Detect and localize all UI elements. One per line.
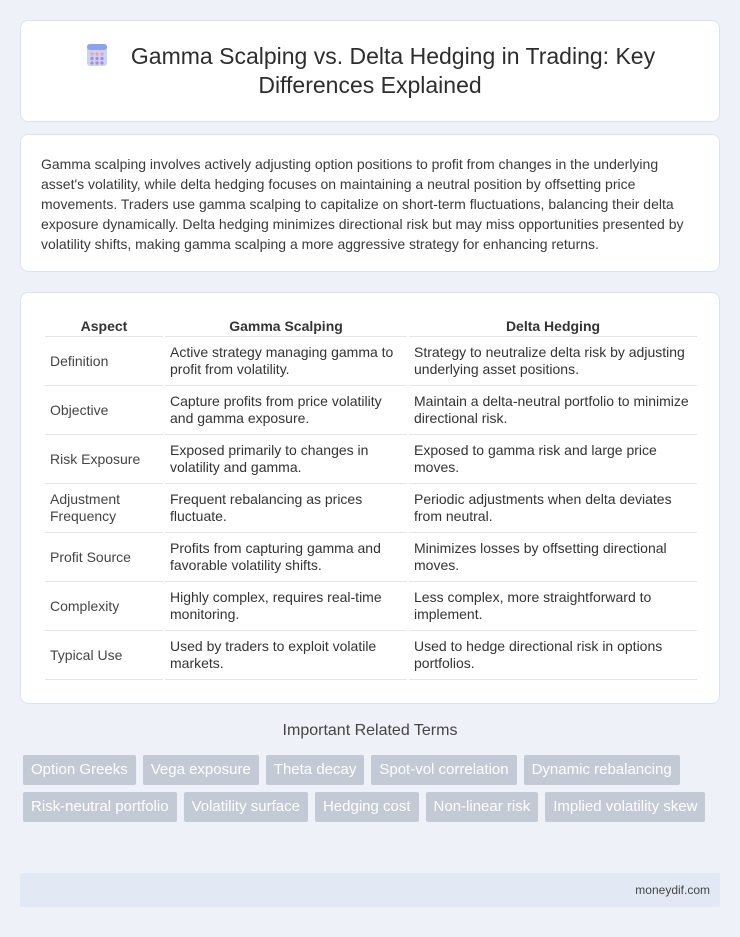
calculator-icon: [85, 43, 109, 67]
related-term-tag[interactable]: Dynamic rebalancing: [524, 755, 680, 785]
cell-gamma: Highly complex, requires real-time monitoring.: [165, 582, 407, 631]
table-row: [45, 631, 697, 680]
table-header-row: [45, 313, 697, 337]
cell-delta: Used to hedge directional risk in options portfolios.: [409, 631, 697, 680]
cell-aspect: Definition: [45, 337, 163, 386]
related-term-tag[interactable]: Option Greeks: [23, 755, 136, 785]
table-row: [45, 386, 697, 435]
table-row: [45, 435, 697, 484]
cell-aspect: Risk Exposure: [45, 435, 163, 484]
page-title-text: Gamma Scalping vs. Delta Hedging in Trading: Key Differences Explained: [130, 43, 656, 98]
comparison-table-card: [20, 292, 720, 704]
cell-delta: Periodic adjustments when delta deviates from neutral.: [409, 484, 697, 533]
cell-aspect: Complexity: [45, 582, 163, 631]
table-row: [45, 484, 697, 533]
related-term-tag[interactable]: Vega exposure: [143, 755, 259, 785]
cell-delta: Strategy to neutralize delta risk by adjusting underlying asset positions.: [409, 337, 697, 386]
summary-text: Gamma scalping involves actively adjusting option positions to profit from changes in the underlying asset's volatility, while delta hedging focuses on maintaining a neutral position by offsetting price movements. Traders use gamma scalping to capitalize on short-term fluctuations, balancing their delta exposure dynamically. Delta hedging minimizes directional risk but may miss opportunities presented by volatility shifts, making gamma scalping a more aggressive strategy for enhancing returns.: [41, 156, 684, 252]
cell-delta: Maintain a delta-neutral portfolio to minimize directional risk.: [409, 386, 697, 435]
cell-delta: Less complex, more straightforward to implement.: [409, 582, 697, 631]
header-delta-hedging: Delta Hedging: [409, 313, 697, 337]
cell-gamma: Used by traders to exploit volatile markets.: [165, 631, 407, 680]
cell-aspect: Adjustment Frequency: [45, 484, 163, 533]
cell-gamma: Profits from capturing gamma and favorable volatility shifts.: [165, 533, 407, 582]
cell-aspect: Objective: [45, 386, 163, 435]
cell-gamma: Exposed primarily to changes in volatility and gamma.: [165, 435, 407, 484]
cell-aspect: Typical Use: [45, 631, 163, 680]
table-row: [45, 582, 697, 631]
cell-aspect: Profit Source: [45, 533, 163, 582]
footer: [20, 873, 720, 907]
related-term-tag[interactable]: Non-linear risk: [426, 792, 539, 822]
cell-gamma: Capture profits from price volatility and gamma exposure.: [165, 386, 407, 435]
summary-card: [20, 134, 720, 272]
page-title: [61, 42, 679, 100]
cell-delta: Minimizes losses by offsetting directional moves.: [409, 533, 697, 582]
related-term-tag[interactable]: Implied volatility skew: [545, 792, 705, 822]
header-aspect: Aspect: [45, 313, 163, 337]
related-term-tag[interactable]: Volatility surface: [184, 792, 308, 822]
related-term-tag[interactable]: Risk-neutral portfolio: [23, 792, 177, 822]
table-row: [45, 533, 697, 582]
table-row: [45, 337, 697, 386]
related-terms-heading: Important Related Terms: [282, 722, 458, 739]
header-gamma-scalping: Gamma Scalping: [165, 313, 407, 337]
related-term-tag[interactable]: Theta decay: [266, 755, 365, 785]
related-terms-list: [23, 755, 723, 822]
cell-gamma: Active strategy managing gamma to profit from volatility.: [165, 337, 407, 386]
related-term-tag[interactable]: Spot-vol correlation: [371, 755, 516, 785]
comparison-table: [43, 313, 699, 680]
title-card: [20, 20, 720, 122]
cell-delta: Exposed to gamma risk and large price moves.: [409, 435, 697, 484]
cell-gamma: Frequent rebalancing as prices fluctuate.: [165, 484, 407, 533]
related-term-tag[interactable]: Hedging cost: [315, 792, 419, 822]
footer-site[interactable]: moneydif.com: [635, 883, 710, 897]
